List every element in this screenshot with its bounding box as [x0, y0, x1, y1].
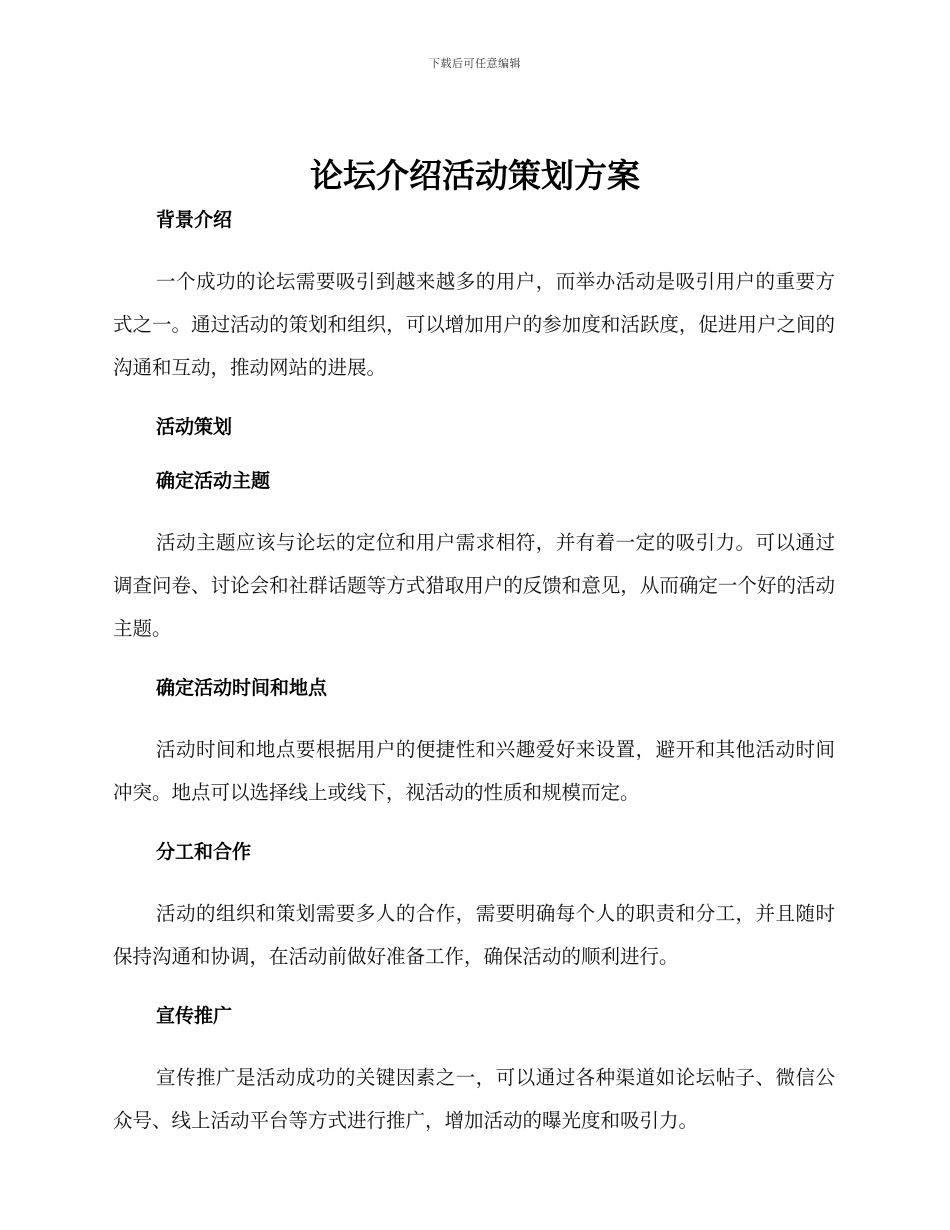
section-heading-theme: 确定活动主题 — [156, 470, 271, 492]
section-paragraph-division-of-labor: 活动的组织和策划需要多人的合作，需要明确每个人的职责和分工，并且随时保持沟通和协调，在活动前做好准备工作，确保活动的顺利进行。 — [113, 902, 835, 968]
section-heading-background: 背景介绍 — [156, 209, 233, 231]
section-heading-division-of-labor: 分工和合作 — [156, 841, 252, 863]
section-paragraph-promotion: 宣传推广是活动成功的关键因素之一，可以通过各种渠道如论坛帖子、微信公众号、线上活动平台等方式进行推广，增加活动的曝光度和吸引力。 — [113, 1066, 835, 1132]
document-title: 论坛介绍活动策划方案 — [310, 156, 640, 195]
section-paragraph-time-location: 活动时间和地点要根据用户的便捷性和兴趣爱好来设置，避开和其他活动时间冲突。地点可以选择线上或线下，视活动的性质和规模而定。 — [113, 738, 835, 804]
document-body — [113, 206, 835, 1142]
section-heading-activity-planning: 活动策划 — [156, 416, 233, 438]
section-paragraph-theme: 活动主题应该与论坛的定位和用户需求相符，并有着一定的吸引力。可以通过调查问卷、讨论会和社群话题等方式猎取用户的反馈和意见，从而确定一个好的活动主题。 — [113, 531, 835, 640]
section-paragraph-background: 一个成功的论坛需要吸引到越来越多的用户，而举办活动是吸引用户的重要方式之一。通过活动的策划和组织，可以增加用户的参加度和活跃度，促进用户之间的沟通和互动，推动网站的进展。 — [113, 270, 835, 379]
section-heading-promotion: 宣传推广 — [156, 1005, 233, 1027]
section-heading-time-location: 确定活动时间和地点 — [156, 677, 328, 699]
page-header-note: 下载后可任意编辑 — [429, 57, 521, 70]
